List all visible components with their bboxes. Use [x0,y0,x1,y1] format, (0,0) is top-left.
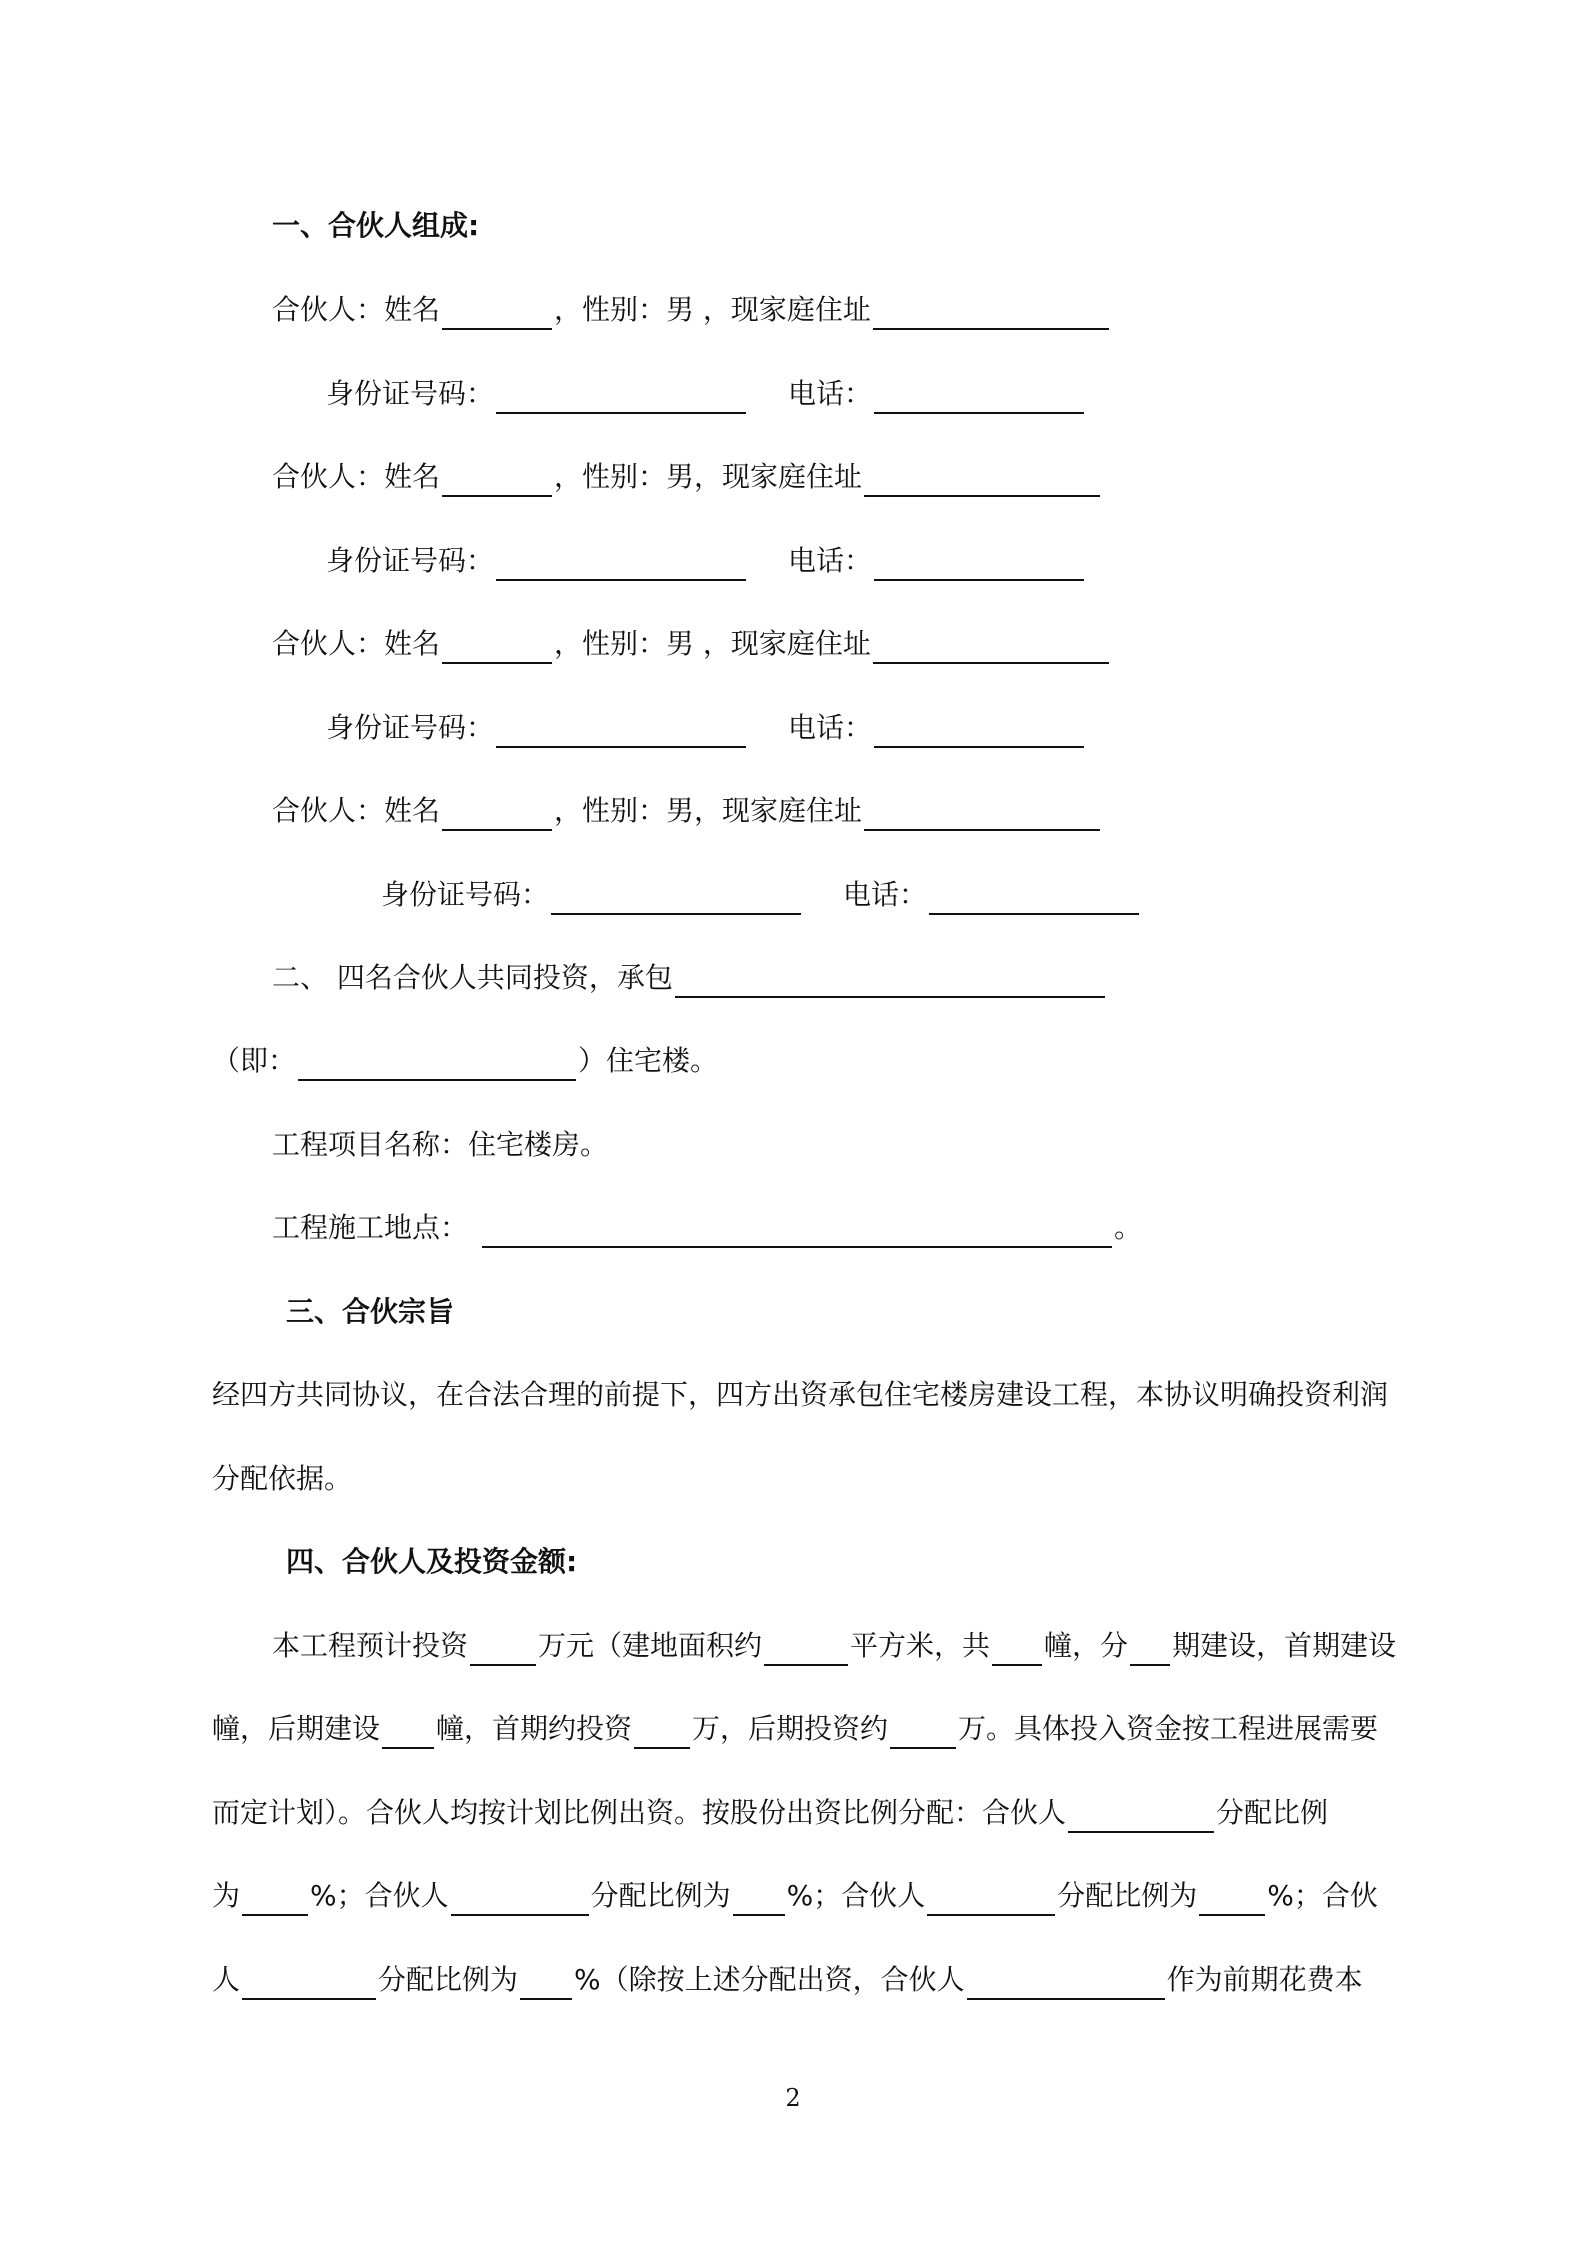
partner-4-id-field[interactable] [551,883,801,915]
partner-2-address-field[interactable] [864,465,1100,497]
partner-4-line: 合伙人：姓名 ，性别：男，现家庭住址 [272,791,1102,831]
contract-project-field[interactable] [675,966,1105,998]
phase-count-field[interactable] [1130,1634,1170,1666]
purpose-line-2: 分配依据。 [212,1462,353,1495]
project-site-line: 工程施工地点： 。 [272,1208,1142,1248]
partner-1-address-field[interactable] [873,298,1109,330]
share-ratio-1-field[interactable] [242,1884,308,1916]
share-ratio-4-field[interactable] [520,1968,572,2000]
partner-3-address-field[interactable] [873,632,1109,664]
share-partner-4-field[interactable] [242,1968,376,2000]
project-alias-line: （即： ）住宅楼。 [212,1041,718,1081]
section-4-title: 四、合伙人及投资金额: [286,1545,578,1578]
section-1-title: 一、合伙人组成: [272,209,480,242]
page-number: 2 [785,2084,801,2112]
partner-1-id-line: 身份证号码： 电话： [326,374,1086,414]
investment-line-3: 而定计划）。合伙人均按计划比例出资。按股份出资比例分配：合伙人 分配比例 [212,1793,1328,1833]
upfront-cost-partner-field[interactable] [967,1968,1165,2000]
partner-2-id-line: 身份证号码： 电话： [326,541,1086,581]
later-buildings-field[interactable] [382,1717,434,1749]
partner-2-line: 合伙人：姓名 ，性别：男，现家庭住址 [272,457,1102,497]
partner-4-id-line: 身份证号码： 电话： [381,875,1141,915]
project-site-field[interactable] [482,1216,1112,1248]
share-ratio-3-field[interactable] [1199,1884,1265,1916]
partner-2-phone-field[interactable] [874,549,1084,581]
partner-3-line: 合伙人：姓名 ，性别：男 ，现家庭住址 [272,624,1111,664]
section-3-title: 三、合伙宗旨 [286,1295,455,1328]
investment-line-4: 为 %；合伙人 分配比例为 %；合伙人 分配比例为 %；合伙 [212,1876,1378,1916]
partner-1-phone-field[interactable] [874,382,1084,414]
partner-4-phone-field[interactable] [929,883,1139,915]
total-investment-field[interactable] [470,1634,536,1666]
partner-2-id-field[interactable] [496,549,746,581]
partner-1-line: 合伙人：姓名 ，性别：男 ，现家庭住址 [272,290,1111,330]
share-partner-2-field[interactable] [451,1884,589,1916]
later-investment-field[interactable] [890,1717,956,1749]
project-alias-field[interactable] [298,1049,576,1081]
land-area-field[interactable] [764,1634,848,1666]
section-2-line: 二、 四名合伙人共同投资，承包 [272,958,1107,998]
investment-line-2: 幢，后期建设 幢，首期约投资 万，后期投资约 万。具体投入资金按工程进展需要 [212,1709,1378,1749]
building-count-field[interactable] [992,1634,1042,1666]
partner-1-name-field[interactable] [442,298,552,330]
project-name-line: 工程项目名称：住宅楼房。 [272,1128,609,1161]
partner-4-address-field[interactable] [864,799,1100,831]
investment-line-1: 本工程预计投资 万元（建地面积约 平方米，共 幢，分 期建设，首期建设 [272,1626,1396,1666]
partner-4-name-field[interactable] [442,799,552,831]
first-phase-investment-field[interactable] [634,1717,690,1749]
partner-3-phone-field[interactable] [874,716,1084,748]
purpose-line-1: 经四方共同协议，在合法合理的前提下，四方出资承包住宅楼房建设工程，本协议明确投资利润 [212,1378,1389,1411]
partner-2-name-field[interactable] [442,465,552,497]
share-partner-3-field[interactable] [927,1884,1055,1916]
share-partner-1-field[interactable] [1068,1801,1214,1833]
partner-3-id-line: 身份证号码： 电话： [326,708,1086,748]
share-ratio-2-field[interactable] [733,1884,785,1916]
partner-3-id-field[interactable] [496,716,746,748]
partner-1-id-field[interactable] [496,382,746,414]
partner-3-name-field[interactable] [442,632,552,664]
investment-line-5: 人 分配比例为 %（除按上述分配出资，合伙人 作为前期花费本 [212,1960,1363,2000]
